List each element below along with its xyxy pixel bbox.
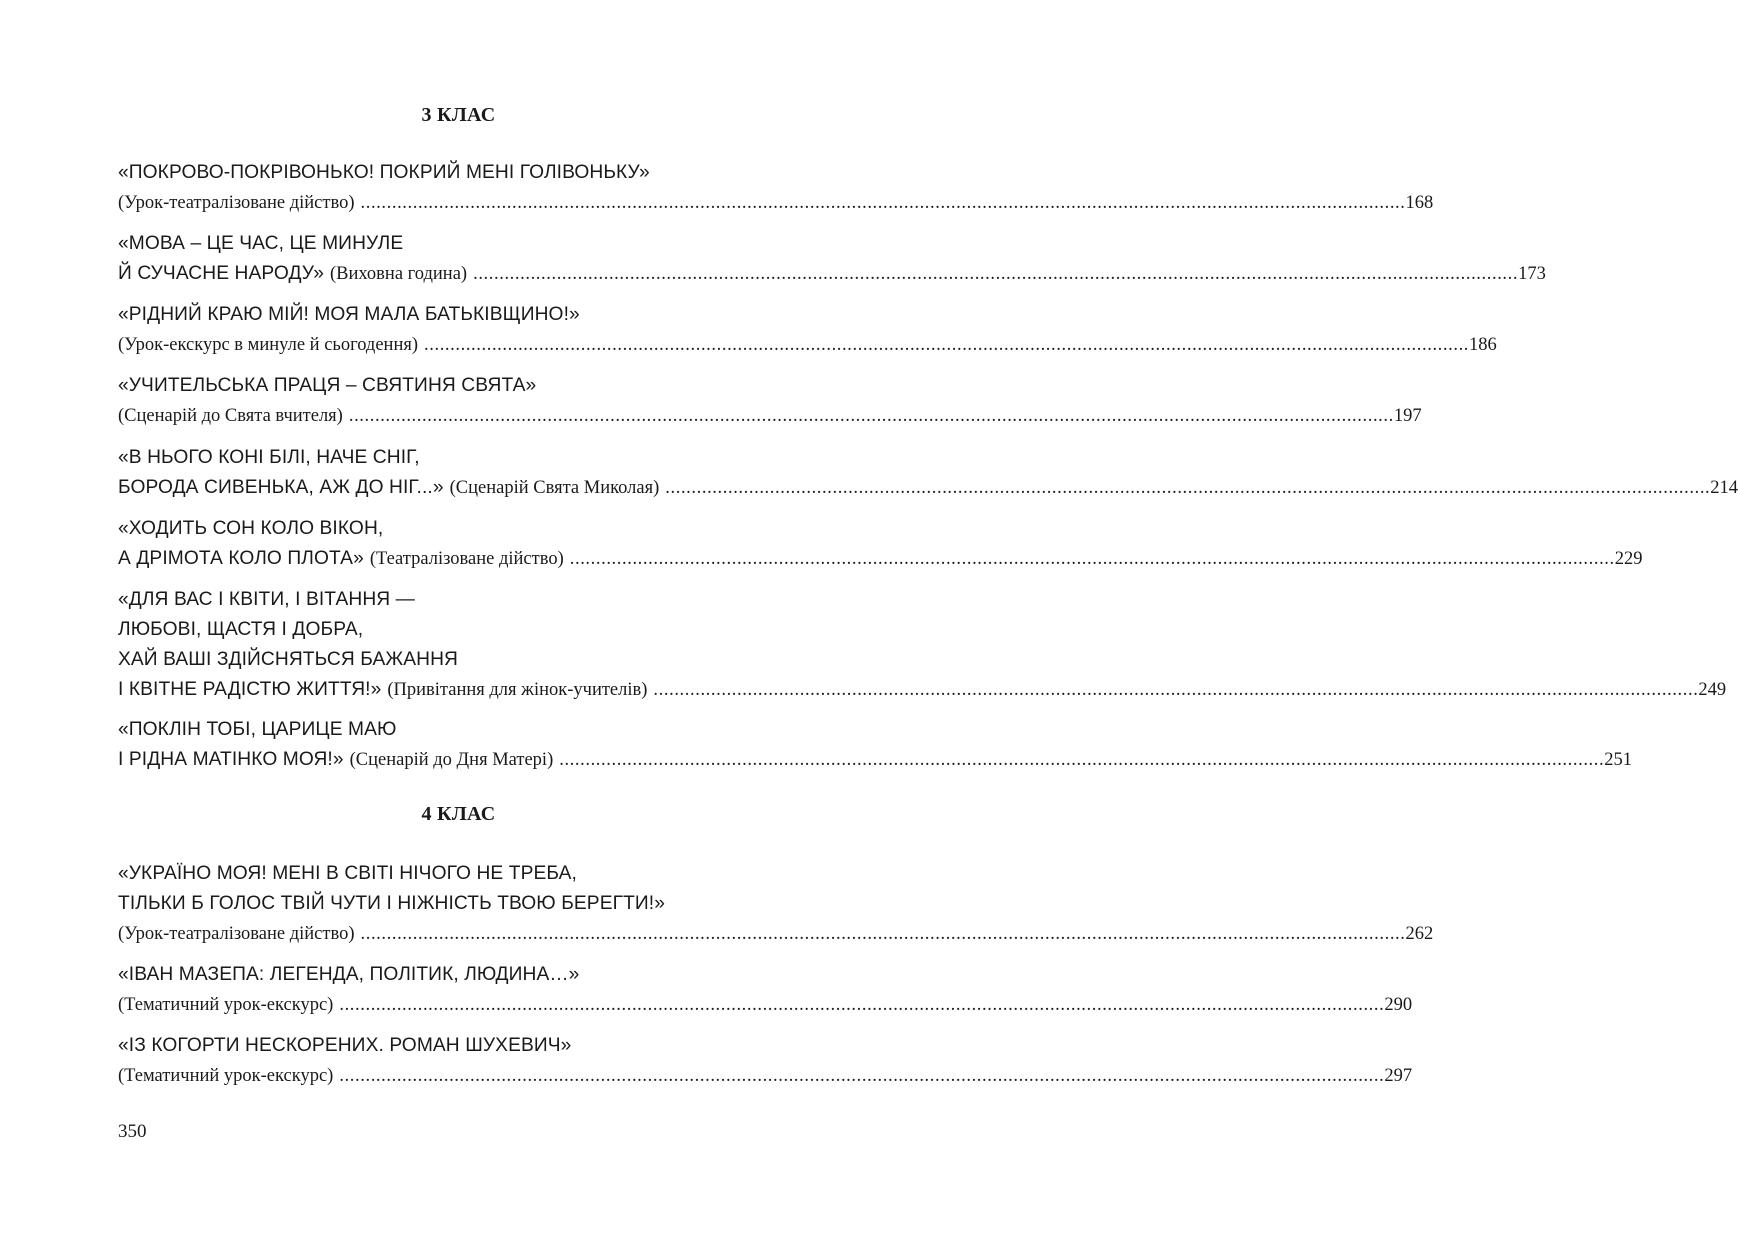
dot-leader: ........................................................................................................................................................................................................ — [339, 1066, 1385, 1086]
entry-page-number: 249 — [1698, 680, 1727, 700]
entry-subtitle: (Театралізоване дійство) — [369, 549, 564, 569]
entry-subtitle: (Урок-театралізоване дійство) — [118, 924, 355, 944]
entry-title-line: ХАЙ ВАШІ ЗДІЙСНЯТЬСЯ БАЖАННЯ — [118, 649, 458, 670]
entry-title-line: «МОВА – ЦЕ ЧАС, ЦЕ МИНУЛЕ — [118, 233, 404, 254]
entry-title-last-line: Й СУЧАСНЕ НАРОДУ» — [118, 263, 324, 284]
entry-subtitle: (Урок-театралізоване дійство) — [118, 193, 355, 213]
entry-title-line: «ПОКРОВО-ПОКРІВОНЬКО! ПОКРИЙ МЕНІ ГОЛІВОНЬКУ» — [118, 162, 650, 183]
entry-title-line: ЛЮБОВІ, ЩАСТЯ І ДОБРА, — [118, 619, 364, 640]
entry-leader-line — [118, 1059, 1413, 1089]
entry-leader-line — [118, 399, 1422, 429]
entry-title-line: «УКРАЇНО МОЯ! МЕНІ В СВІТІ НІЧОГО НЕ ТРЕБА, — [118, 863, 577, 884]
toc-entry[interactable] — [118, 857, 1434, 947]
entry-title-line: «ІЗ КОГОРТИ НЕСКОРЕНИХ. РОМАН ШУХЕВИЧ» — [118, 1035, 572, 1056]
toc-entry[interactable] — [118, 298, 1497, 358]
entry-leader-line — [118, 186, 1434, 216]
dot-leader: ........................................................................................................................................................................................................ — [653, 680, 1699, 700]
toc-entry[interactable] — [118, 441, 1738, 501]
entry-leader-line — [118, 917, 1434, 947]
entry-title-line: «УЧИТЕЛЬСЬКА ПРАЦЯ – СВЯТИНЯ СВЯТА» — [118, 375, 537, 396]
entry-leader-line — [118, 471, 1738, 501]
entry-page-number: 173 — [1518, 264, 1546, 284]
dot-leader: ........................................................................................................................................................................................................ — [424, 335, 1470, 355]
entry-title-last-line: І РІДНА МАТІНКО МОЯ!» — [118, 749, 344, 770]
dot-leader: ........................................................................................................................................................................................................ — [360, 193, 1406, 213]
entry-title-line: «ІВАН МАЗЕПА: ЛЕГЕНДА, ПОЛІТИК, ЛЮДИНА…» — [118, 964, 580, 985]
entry-page-number: 290 — [1384, 995, 1413, 1015]
dot-leader: ........................................................................................................................................................................................................ — [559, 750, 1605, 770]
entry-title-last-line: А ДРІМОТА КОЛО ПЛОТА» — [118, 548, 364, 569]
toc-page — [118, 0, 1738, 1241]
toc-entry[interactable] — [118, 713, 1632, 773]
entry-title-line: ТІЛЬКИ Б ГОЛОС ТВІЙ ЧУТИ І НІЖНІСТЬ ТВОЮ БЕРЕГТИ!» — [118, 893, 665, 914]
entry-title-line: «В НЬОГО КОНІ БІЛІ, НАЧЕ СНІГ, — [118, 447, 420, 468]
entry-title-line: «ДЛЯ ВАС І КВІТИ, І ВІТАННЯ — — [118, 589, 415, 610]
toc-entry[interactable] — [118, 1029, 1413, 1089]
section-heading-3: 3 КЛАС — [421, 104, 496, 126]
entry-leader-line — [118, 988, 1413, 1018]
entry-subtitle: (Урок-екскурс в минуле й сьогодення) — [118, 335, 419, 355]
dot-leader: ........................................................................................................................................................................................................ — [569, 549, 1615, 569]
entry-subtitle: (Сценарій до Дня Матері) — [349, 750, 554, 770]
toc-entry[interactable] — [118, 369, 1422, 429]
entry-page-number: 197 — [1393, 406, 1422, 426]
entry-title-last-line: І КВІТНЕ РАДІСТЮ ЖИТТЯ!» — [118, 679, 382, 700]
entry-leader-line — [118, 257, 1546, 287]
entry-page-number: 262 — [1405, 924, 1434, 944]
entry-leader-line — [118, 673, 1727, 703]
entry-page-number: 214 — [1710, 478, 1738, 498]
dot-leader: ........................................................................................................................................................................................................ — [665, 478, 1711, 498]
toc-entry[interactable] — [118, 512, 1643, 572]
dot-leader: ........................................................................................................................................................................................................ — [473, 264, 1519, 284]
entry-subtitle: (Сценарій Свята Миколая) — [449, 478, 660, 498]
toc-entry[interactable] — [118, 156, 1434, 216]
entry-page-number: 297 — [1384, 1066, 1413, 1086]
entry-leader-line — [118, 328, 1497, 358]
entry-subtitle: (Сценарій до Свята вчителя) — [118, 406, 343, 426]
dot-leader: ........................................................................................................................................................................................................ — [360, 924, 1406, 944]
dot-leader: ........................................................................................................................................................................................................ — [339, 995, 1385, 1015]
entry-page-number: 168 — [1405, 193, 1434, 213]
entry-title-line: «ПОКЛІН ТОБІ, ЦАРИЦЕ МАЮ — [118, 719, 397, 740]
toc-entry[interactable] — [118, 958, 1413, 1018]
toc-entry[interactable] — [118, 583, 1727, 703]
entry-subtitle: (Тематичний урок-екскурс) — [118, 995, 334, 1015]
entry-page-number: 251 — [1604, 750, 1632, 770]
page-number: 350 — [118, 1121, 147, 1142]
entry-leader-line — [118, 542, 1643, 572]
entry-page-number: 186 — [1469, 335, 1497, 355]
entry-subtitle: (Виховна година) — [329, 264, 468, 284]
entry-leader-line — [118, 743, 1632, 773]
entry-subtitle: (Привітання для жінок-учителів) — [387, 680, 648, 700]
entry-title-line: «РІДНИЙ КРАЮ МІЙ! МОЯ МАЛА БАТЬКІВЩИНО!» — [118, 304, 580, 325]
entry-title-last-line: БОРОДА СИВЕНЬКА, АЖ ДО НІГ...» — [118, 477, 444, 498]
entry-page-number: 229 — [1614, 549, 1643, 569]
dot-leader: ........................................................................................................................................................................................................ — [348, 406, 1394, 426]
toc-entry[interactable] — [118, 227, 1546, 287]
entry-subtitle: (Тематичний урок-екскурс) — [118, 1066, 334, 1086]
entry-title-line: «ХОДИТЬ СОН КОЛО ВІКОН, — [118, 518, 384, 539]
section-heading-4: 4 КЛАС — [421, 803, 496, 825]
